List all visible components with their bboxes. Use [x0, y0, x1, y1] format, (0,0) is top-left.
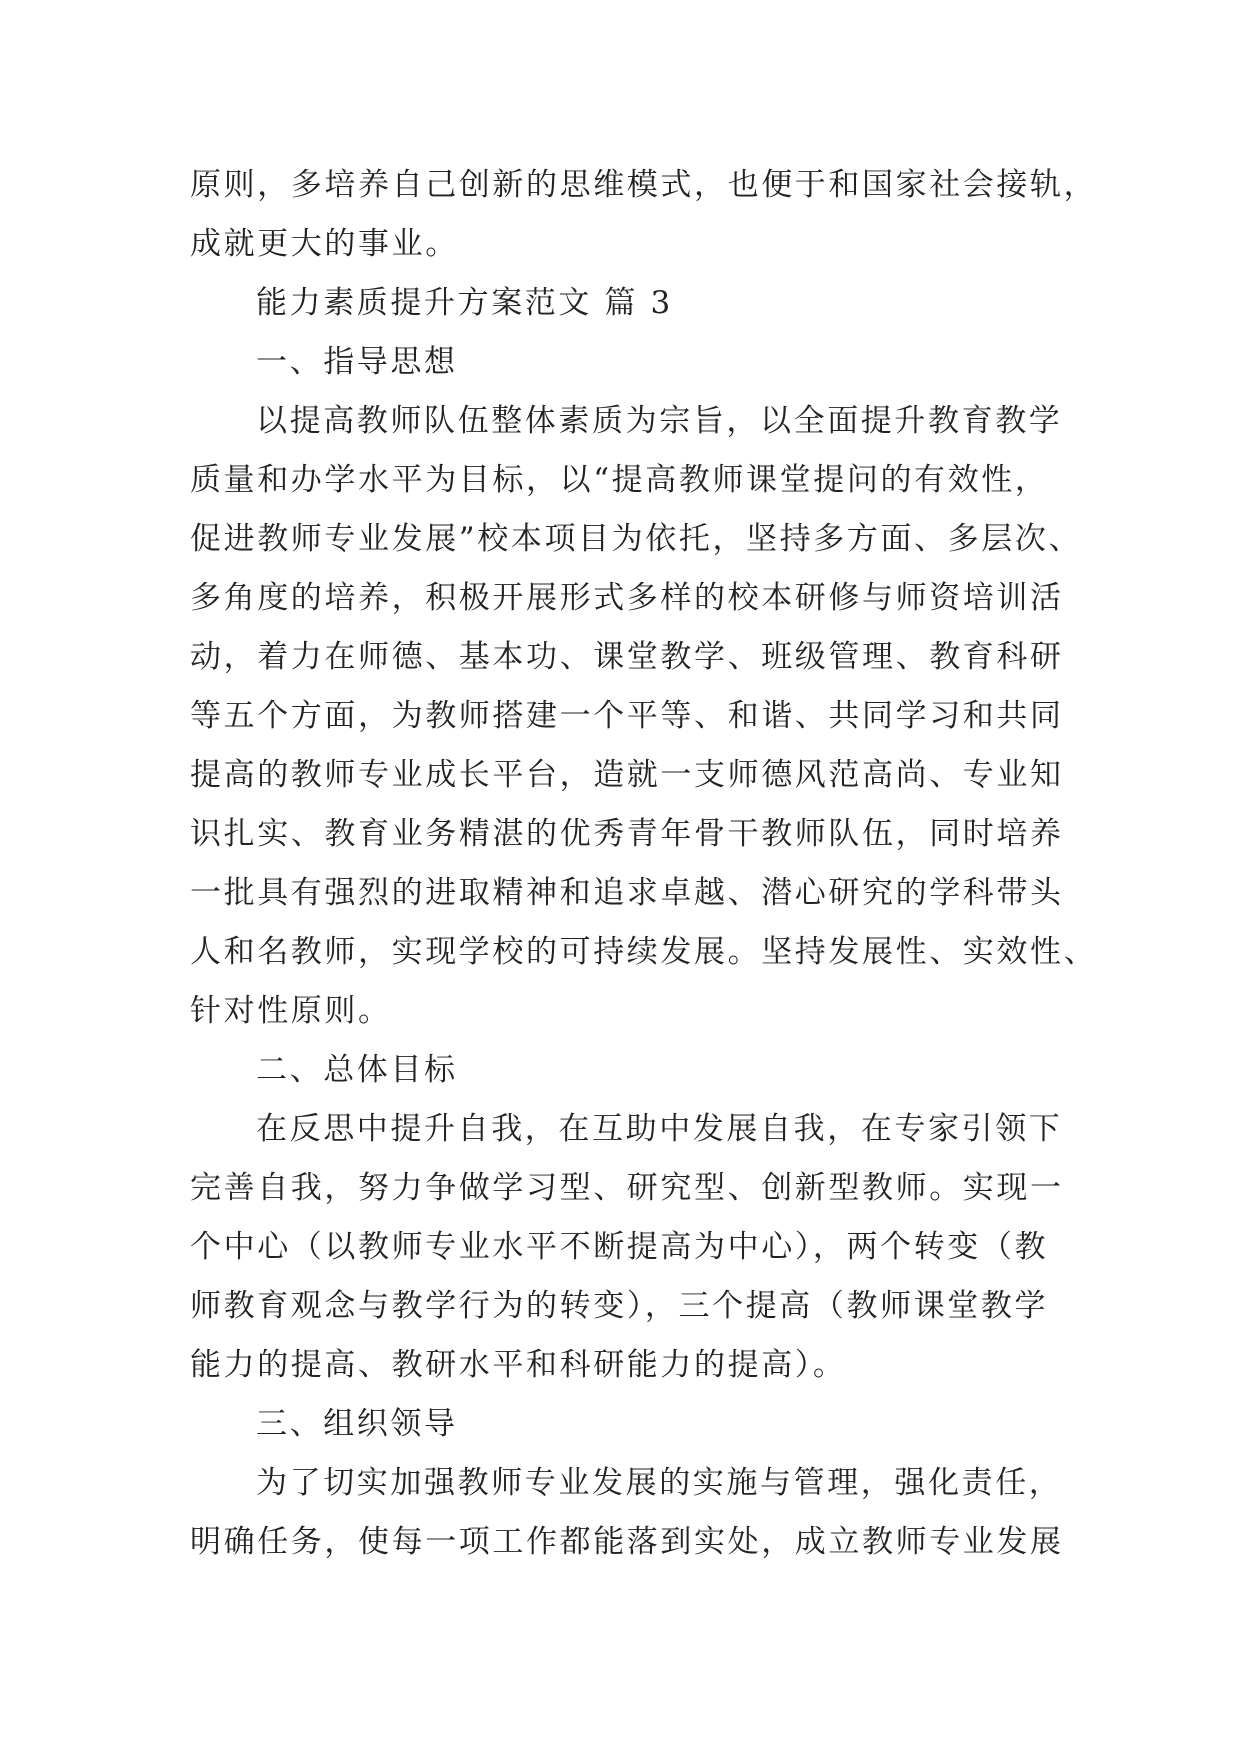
body-text-line: 个中心（以教师专业水平不断提高为中心），两个转变（教 — [190, 1229, 1049, 1265]
body-text-line: 促进教师专业发展”校本项目为依托，坚持多方面、多层次、 — [190, 521, 1083, 557]
body-text-line: 为了切实加强教师专业发展的实施与管理，强化责任， — [256, 1465, 1063, 1501]
section-title: 能力素质提升方案范文 篇 3 — [256, 285, 673, 321]
body-text-line: 原则，多培养自己创新的思维模式，也便于和国家社会接轨， — [190, 167, 1098, 203]
body-text-line: 人和名教师，实现学校的可持续发展。坚持发展性、实效性、 — [190, 934, 1098, 970]
body-text-line: 一批具有强烈的进取精神和追求卓越、潜心研究的学科带头 — [190, 875, 1064, 911]
body-text-line: 针对性原则。 — [190, 993, 392, 1029]
body-text-line: 识扎实、教育业务精湛的优秀青年骨干教师队伍，同时培养 — [190, 816, 1064, 852]
body-text-line: 动，着力在师德、基本功、课堂教学、班级管理、教育科研 — [190, 639, 1064, 675]
body-text-line: 多角度的培养，积极开展形式多样的校本研修与师资培训活 — [190, 580, 1064, 616]
body-text-line: 等五个方面，为教师搭建一个平等、和谐、共同学习和共同 — [190, 698, 1064, 734]
heading-overall-goals: 二、总体目标 — [256, 1052, 458, 1088]
body-text-line: 在反思中提升自我，在互助中发展自我，在专家引领下 — [256, 1111, 1063, 1147]
body-text-line: 成就更大的事业。 — [190, 226, 459, 262]
body-text-line: 能力的提高、教研水平和科研能力的提高）。 — [190, 1347, 847, 1383]
body-text-line: 明确任务，使每一项工作都能落到实处，成立教师专业发展 — [190, 1524, 1064, 1560]
body-text-line: 师教育观念与教学行为的转变），三个提高（教师课堂教学 — [190, 1288, 1049, 1324]
heading-organization-leadership: 三、组织领导 — [256, 1406, 458, 1442]
body-text-line: 完善自我，努力争做学习型、研究型、创新型教师。实现一 — [190, 1170, 1064, 1206]
body-text-line: 提高的教师专业成长平台，造就一支师德风范高尚、专业知 — [190, 757, 1064, 793]
body-text-line: 以提高教师队伍整体素质为宗旨，以全面提升教育教学 — [256, 403, 1063, 439]
heading-guiding-ideology: 一、指导思想 — [256, 344, 458, 380]
body-text-line: 质量和办学水平为目标，以“提高教师课堂提问的有效性， — [190, 462, 1049, 498]
